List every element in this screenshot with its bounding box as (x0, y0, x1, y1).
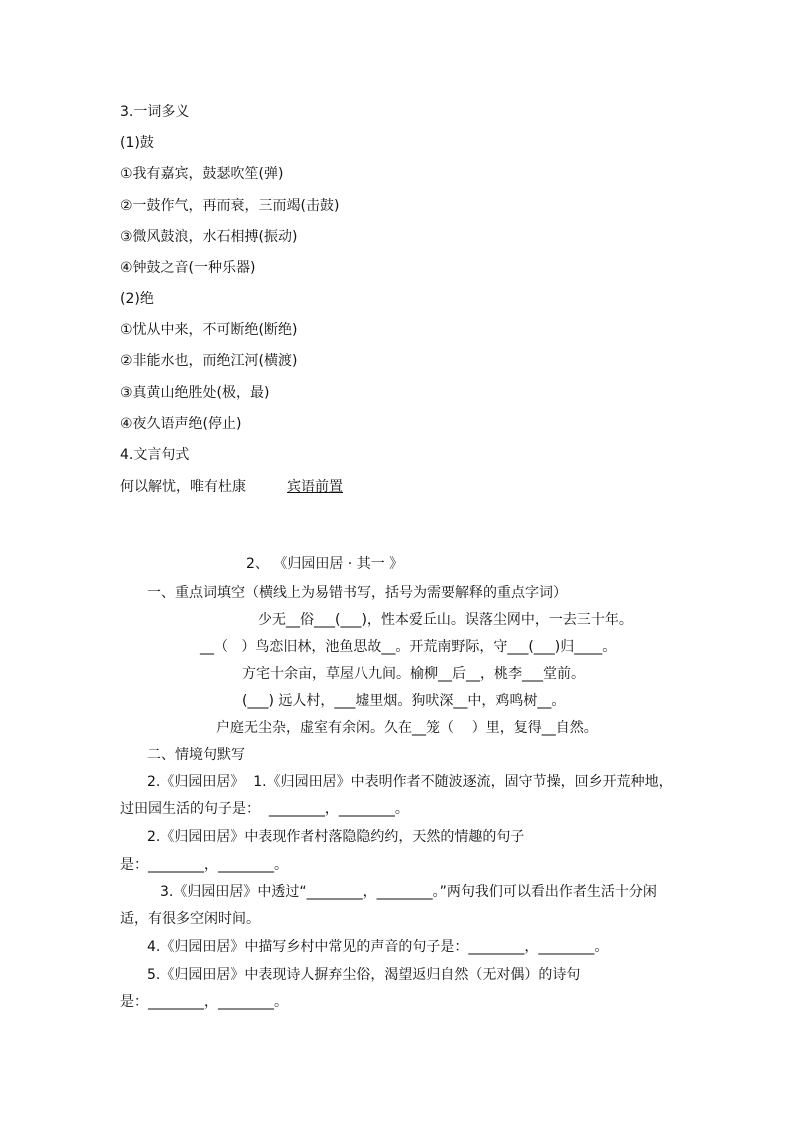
question-5-line-2: 是：________，________。 (120, 994, 288, 1010)
example-gu-1: ①我有嘉宾，鼓瑟吹笙(弹) (120, 166, 284, 182)
question-4: 4.《归园田居》中描写乡村中常见的声音的句子是：________，________。 (147, 939, 609, 955)
poem-line-1: 少无__俗___(___)，性本爱丘山。误落尘网中，一去三十年。 (258, 612, 633, 628)
subheading-gu: (1)鼓 (120, 135, 154, 151)
poem-line-2: __（ ）鸟恋旧林，池鱼思故__。开荒南野际，守___(___)归____。 (200, 639, 617, 655)
sentence-type: 宾语前置 (287, 479, 343, 495)
question-1-line-1: 2.《归园田居》 1.《归园田居》中表明作者不随波逐流，固守节操，回乡开荒种地， (147, 774, 673, 790)
recitation-heading: 二、情境句默写 (147, 747, 245, 763)
fill-blank-instructions: 一、重点词填空（横线上为易错书写，括号为需要解释的重点字词） (147, 585, 567, 601)
poem-line-5: 户庭无尘杂，虚室有余闲。久在__笼（ ）里，复得__自然。 (216, 720, 598, 736)
example-gu-3: ③微风鼓浪，水石相搏(振动) (120, 229, 298, 245)
question-2-line-2: 是：________，________。 (120, 857, 288, 873)
example-jue-1: ①忧从中来，不可断绝(断绝) (120, 322, 298, 338)
example-jue-4: ④夜久语声绝(停止) (120, 416, 242, 432)
heading-sentence-patterns: 4.文言句式 (120, 447, 190, 463)
example-gu-2: ②一鼓作气，再而衰，三而竭(击鼓) (120, 198, 340, 214)
question-3-line-2: 适，有很多空闲时间。 (120, 911, 260, 927)
poem-line-4: (___) 远人村，___墟里烟。狗吠深__中，鸡鸣树__。 (242, 693, 566, 709)
poem-line-3: 方宅十余亩，草屋八九间。榆柳__后__，桃李___堂前。 (242, 666, 585, 682)
poem-title: 2、 《归园田居 · 其一 》 (246, 556, 404, 572)
question-5-line-1: 5.《归园田居》中表现诗人摒弃尘俗，渴望返归自然（无对偶）的诗句 (147, 967, 581, 983)
example-gu-4: ④钟鼓之音(一种乐器) (120, 260, 256, 276)
example-jue-2: ②非能水也，而绝江河(横渡) (120, 353, 298, 369)
question-2-line-1: 2.《归园田居》中表现作者村落隐隐约约，天然的情趣的句子 (147, 829, 525, 845)
heading-polysemy: 3.一词多义 (120, 104, 190, 120)
example-jue-3: ③真黄山绝胜处(极，最) (120, 385, 270, 401)
question-1-line-2: 过田园生活的句子是： ________，________。 (120, 801, 409, 817)
example-sentence: 何以解忧，唯有杜康 (120, 479, 246, 495)
question-3-line-1: 3.《归园田居》中透过“________，________。”两句我们可以看出作者生活十分闲 (160, 884, 657, 900)
subheading-jue: (2)绝 (120, 291, 154, 307)
